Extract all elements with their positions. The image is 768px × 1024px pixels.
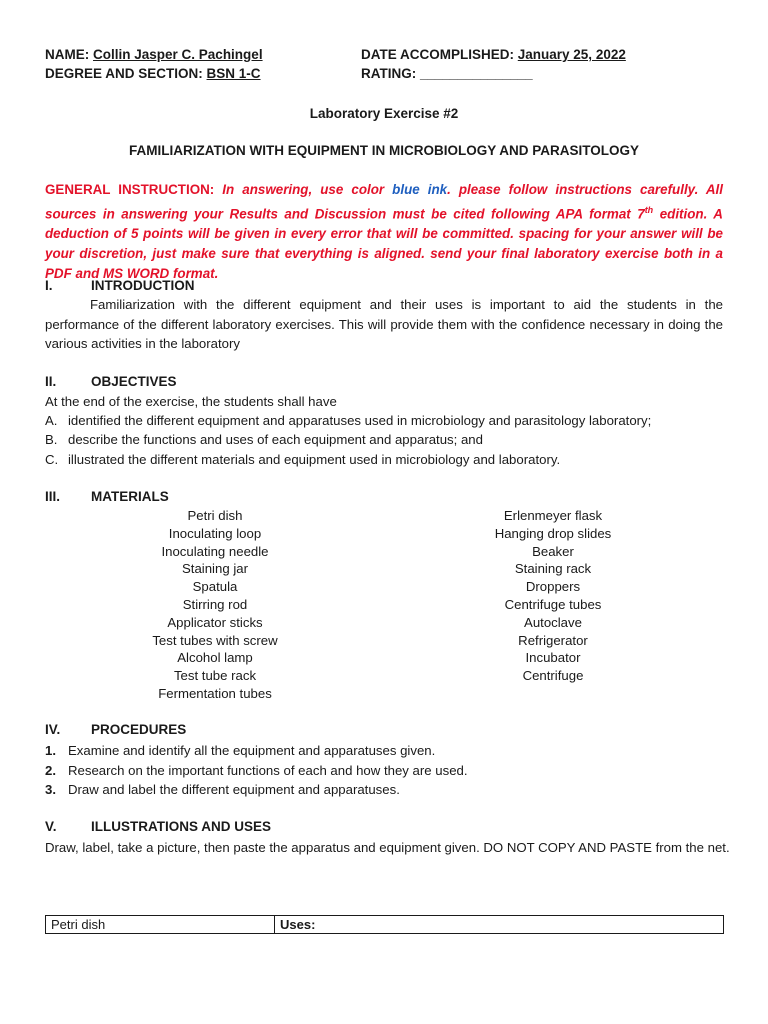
instruction-part3: edition. A deduction of 5 points will be given in every error that will be committed. spacing for your answer will be your discretion, just make sure that everything is aligned. send your final laboratory exercise both in a PDF and MS WORD format.: [45, 206, 723, 282]
date-value: January 25, 2022: [517, 47, 626, 62]
date-line: [361, 47, 626, 62]
procedure-item: [45, 761, 468, 780]
rating-line: [361, 66, 533, 81]
materials-right-column: [433, 507, 673, 685]
objectives-lead: At the end of the exercise, the students shall have: [45, 394, 337, 409]
section-number-illustrations: V.: [45, 819, 57, 834]
instruction-part2: . please follow instructions carefully. All sources in answering your Results and Discussion must be cited following APA format 7: [45, 182, 724, 222]
material-item: Staining jar: [182, 561, 248, 577]
material-item: Hanging drop slides: [494, 525, 612, 541]
section-number-procedures: IV.: [45, 722, 61, 737]
material-item: Test tubes with screw: [152, 632, 278, 648]
material-item: Refrigerator: [518, 632, 588, 648]
material-item: Fermentation tubes: [158, 685, 272, 701]
section-title-materials: MATERIALS: [91, 489, 169, 504]
objective-text: illustrated the different materials and equipment used in microbiology and laboratory.: [68, 452, 561, 467]
section-title-illustrations: ILLUSTRATIONS AND USES: [91, 819, 272, 834]
general-instruction: [45, 180, 723, 284]
objective-key: A.: [45, 413, 58, 428]
section-title-objectives: OBJECTIVES: [91, 374, 177, 389]
material-item: Stirring rod: [182, 596, 248, 612]
section-number-objectives: II.: [45, 374, 57, 389]
material-item: Incubator: [525, 650, 581, 666]
objective-key: C.: [45, 452, 59, 467]
rating-value: _______________: [420, 66, 533, 81]
procedure-key: 1.: [45, 743, 56, 758]
section-number-materials: III.: [45, 489, 61, 504]
objective-text: identified the different equipment and apparatuses used in microbiology and parasitology laboratory;: [68, 413, 652, 428]
table-row: [46, 916, 724, 934]
uses-table: [45, 915, 724, 934]
table-cell-item: Petri dish: [46, 916, 275, 934]
material-item: Autoclave: [524, 614, 582, 630]
objective-key: B.: [45, 432, 58, 447]
objective-item: [45, 430, 483, 449]
objective-item: [45, 450, 560, 469]
main-title: FAMILIARIZATION WITH EQUIPMENT IN MICROBIOLOGY AND PARASITOLOGY: [129, 143, 639, 158]
material-item: Inoculating needle: [161, 543, 269, 559]
name-label: NAME:: [45, 47, 90, 62]
procedure-key: 3.: [45, 782, 56, 797]
table-cell-uses[interactable]: Uses:: [275, 916, 724, 934]
rating-label: RATING:: [361, 66, 417, 81]
material-item: Alcohol lamp: [177, 650, 253, 666]
instruction-sup: th: [644, 205, 654, 215]
exercise-title: Laboratory Exercise #2: [309, 106, 459, 121]
procedure-text: Examine and identify all the equipment and apparatuses given.: [68, 743, 436, 758]
date-label: DATE ACCOMPLISHED:: [361, 47, 514, 62]
material-item: Spatula: [192, 579, 238, 595]
section-title-procedures: PROCEDURES: [91, 722, 187, 737]
section-number-intro: I.: [45, 278, 53, 293]
name-value: Collin Jasper C. Pachingel: [93, 47, 263, 62]
procedure-item: [45, 780, 400, 799]
material-item: Erlenmeyer flask: [503, 508, 603, 523]
degree-line: [45, 66, 261, 81]
materials-left-column: [95, 507, 335, 703]
instruction-lead: GENERAL INSTRUCTION:: [45, 182, 215, 197]
material-item: Centrifuge tubes: [504, 596, 602, 612]
procedure-key: 2.: [45, 763, 56, 778]
intro-paragraph: Familiarization with the different equipment and their uses is important to aid the students in the performance of the different laboratory exercises. This will provide them with the confidence necessary in doing the various activities in the laboratory: [45, 297, 723, 351]
material-item: Droppers: [525, 579, 581, 595]
procedure-item: [45, 741, 435, 760]
procedure-text: Research on the important functions of each and how they are used.: [68, 763, 468, 778]
illustrations-instruction: Draw, label, take a picture, then paste the apparatus and equipment given. DO NOT COPY AND PASTE from the net.: [45, 840, 730, 855]
degree-value: BSN 1-C: [206, 66, 261, 81]
material-item: Beaker: [532, 543, 574, 559]
material-item: Staining rack: [514, 561, 592, 577]
name-line: [45, 47, 263, 62]
instruction-part1: In answering, use color: [214, 182, 393, 197]
section-title-intro: INTRODUCTION: [91, 278, 195, 293]
material-item: Test tube rack: [173, 668, 257, 684]
procedure-text: Draw and label the different equipment and apparatuses.: [68, 782, 400, 797]
degree-label: DEGREE AND SECTION:: [45, 66, 203, 81]
material-item: Petri dish: [187, 508, 243, 523]
material-item: Applicator sticks: [167, 614, 263, 630]
instruction-blue-ink: blue ink: [392, 182, 448, 197]
material-item: Inoculating loop: [168, 525, 262, 541]
objective-item: [45, 411, 651, 430]
material-item: Centrifuge: [522, 668, 584, 684]
objective-text: describe the functions and uses of each equipment and apparatus; and: [68, 432, 483, 447]
